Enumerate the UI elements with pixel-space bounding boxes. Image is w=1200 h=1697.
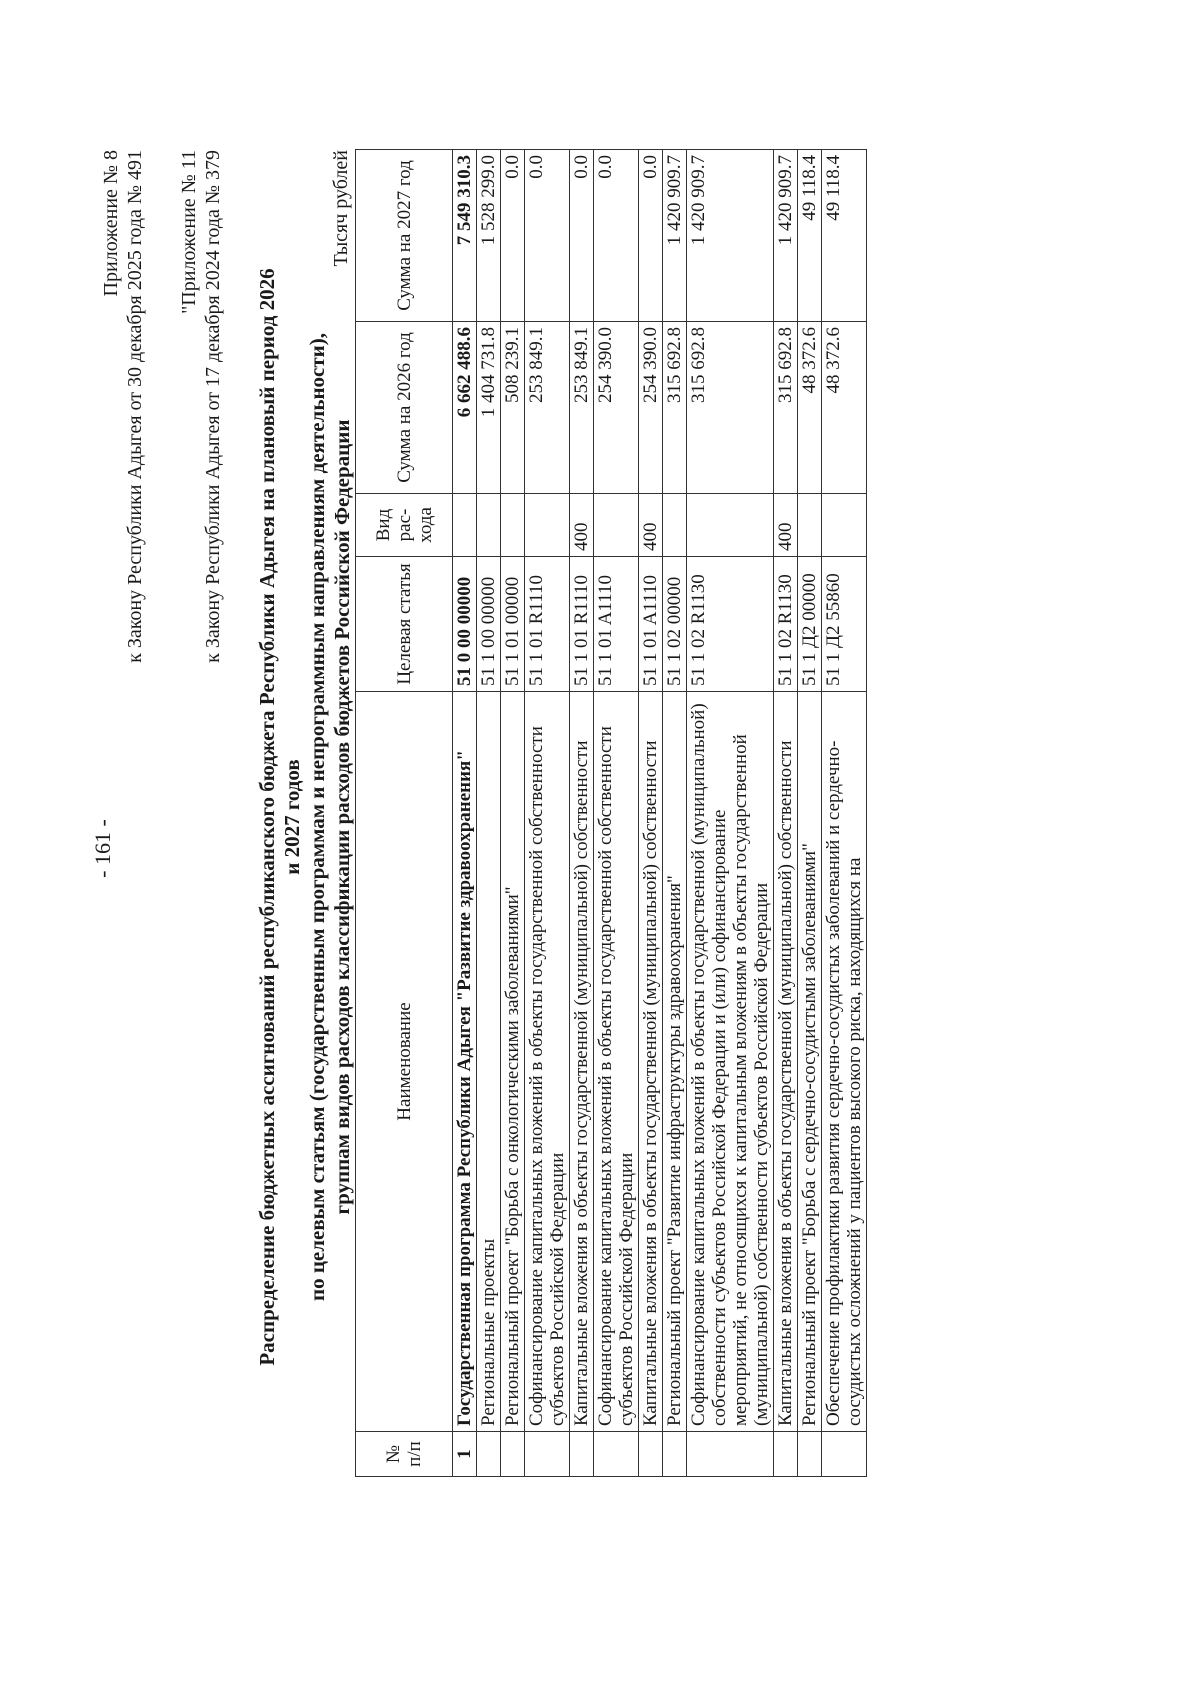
target-article-cell: 51 1 01 00000	[501, 557, 525, 692]
sum-2027-cell: 0.0	[639, 150, 663, 322]
sum-2027-cell: 49 118.4	[822, 150, 867, 322]
column-header: Сумма на 2026 год	[356, 322, 453, 494]
name-cell: Региональный проект "Развитие инфраструктуры здравоохранения"	[663, 692, 687, 1432]
name-cell: Региональный проект "Борьба с сердечно-сосудистыми заболеваниями"	[798, 692, 822, 1432]
target-article-cell: 51 1 02 R1130	[687, 557, 774, 692]
expense-type-cell	[687, 494, 774, 557]
target-article-cell: 51 1 01 R1110	[570, 557, 594, 692]
name-cell: Софинансирование капитальных вложений в объекты государственной (муниципальной) собственности субъектов Российской Федерации и (или) софинансирование мероприятий, не относящихся к капитальным вложениям в объекты государственной (муниципальной) собственности субъектов Российской Федерации	[687, 692, 774, 1432]
table-row	[687, 150, 774, 1477]
expense-type-cell	[453, 494, 477, 557]
table-row	[822, 150, 867, 1477]
title-line: по целевым статьям (государственным программам и непрограммным направлениям деятельности),	[305, 332, 329, 1302]
expense-type-cell	[525, 494, 570, 557]
sum-2027-cell: 49 118.4	[798, 150, 822, 322]
name-cell: Региональные проекты	[477, 692, 501, 1432]
name-cell: Софинансирование капитальных вложений в объекты государственной собственности субъектов Российской Федерации	[525, 692, 570, 1432]
sum-2026-cell: 253 849.1	[570, 322, 594, 494]
target-article-cell: 51 1 00 00000	[477, 557, 501, 692]
sum-2026-cell: 315 692.8	[663, 322, 687, 494]
sum-2027-cell: 0.0	[525, 150, 570, 322]
sum-2026-cell: 6 662 488.6	[453, 322, 477, 494]
appendix-header-line: к Закону Республики Адыгея от 17 декабря 2024 года № 379	[202, 150, 224, 663]
expense-type-cell	[798, 494, 822, 557]
page-number: - 161 -	[90, 819, 115, 878]
table-row	[594, 150, 639, 1477]
table-row	[453, 150, 477, 1477]
table-row	[663, 150, 687, 1477]
target-article-cell: 51 1 01 A1110	[639, 557, 663, 692]
target-article-cell: 51 1 Д2 00000	[798, 557, 822, 692]
sum-2026-cell: 508 239.1	[501, 322, 525, 494]
table-row	[774, 150, 798, 1477]
row-number-cell	[525, 1432, 570, 1477]
expense-type-cell: 400	[639, 494, 663, 557]
table-header-row	[356, 150, 453, 1477]
expense-type-cell	[477, 494, 501, 557]
sum-2027-cell: 7 549 310.3	[453, 150, 477, 322]
column-header: Вид рас- хода	[356, 494, 453, 557]
row-number-cell	[501, 1432, 525, 1477]
column-header: Целевая статья	[356, 557, 453, 692]
expense-type-cell: 400	[774, 494, 798, 557]
target-article-cell: 51 1 02 00000	[663, 557, 687, 692]
name-cell: Софинансирование капитальных вложений в объекты государственной собственности субъектов Российской Федерации	[594, 692, 639, 1432]
sum-2027-cell: 1 420 909.7	[774, 150, 798, 322]
unit-label: Тысяч рублей	[330, 150, 352, 267]
row-number-cell	[639, 1432, 663, 1477]
sum-2026-cell: 315 692.8	[774, 322, 798, 494]
expense-type-cell	[501, 494, 525, 557]
column-header: Сумма на 2027 год	[356, 150, 453, 322]
sum-2026-cell: 48 372.6	[798, 322, 822, 494]
name-cell: Капитальные вложения в объекты государственной (муниципальной) собственности	[774, 692, 798, 1432]
sum-2026-cell: 253 849.1	[525, 322, 570, 494]
budget-table	[355, 149, 867, 1477]
name-cell: Капитальные вложения в объекты государственной (муниципальной) собственности	[570, 692, 594, 1432]
table-row	[639, 150, 663, 1477]
sum-2026-cell: 1 404 731.8	[477, 322, 501, 494]
sum-2026-cell: 254 390.0	[639, 322, 663, 494]
target-article-cell: 51 1 Д2 55860	[822, 557, 867, 692]
appendix-header-line: к Закону Республики Адыгея от 30 декабря 2025 года № 491	[124, 150, 146, 663]
sum-2027-cell: 0.0	[501, 150, 525, 322]
sum-2026-cell: 315 692.8	[687, 322, 774, 494]
name-cell: Капитальные вложения в объекты государственной (муниципальной) собственности	[639, 692, 663, 1432]
row-number-cell	[477, 1432, 501, 1477]
row-number-cell: 1	[453, 1432, 477, 1477]
sum-2027-cell: 1 420 909.7	[687, 150, 774, 322]
title-line: Распределение бюджетных ассигнований республиканского бюджета Республики Адыгея на плановый период 2026 и 2027 годов	[255, 268, 304, 1366]
row-number-cell	[570, 1432, 594, 1477]
row-number-cell	[822, 1432, 867, 1477]
target-article-cell: 51 1 01 R1110	[525, 557, 570, 692]
sum-2027-cell: 0.0	[570, 150, 594, 322]
table-row	[570, 150, 594, 1477]
sum-2026-cell: 48 372.6	[822, 322, 867, 494]
sum-2027-cell: 1 420 909.7	[663, 150, 687, 322]
sum-2027-cell: 1 528 299.0	[477, 150, 501, 322]
title-line: группам видов расходов классификации расходов бюджетов Российской Федерации	[330, 419, 354, 1215]
sum-2026-cell: 254 390.0	[594, 322, 639, 494]
expense-type-cell	[822, 494, 867, 557]
expense-type-cell: 400	[570, 494, 594, 557]
table-body	[453, 150, 867, 1477]
row-number-cell	[774, 1432, 798, 1477]
target-article-cell: 51 1 01 A1110	[594, 557, 639, 692]
table-row	[477, 150, 501, 1477]
name-cell: Обеспечение профилактики развития сердечно-сосудистых заболеваний и сердечно-сосудистых осложнений у пациентов высокого риска, находящихся на	[822, 692, 867, 1432]
row-number-cell	[687, 1432, 774, 1477]
expense-type-cell	[594, 494, 639, 557]
document-title	[255, 267, 355, 1367]
table-row	[525, 150, 570, 1477]
name-cell: Государственная программа Республики Адыгея "Развитие здравоохранения"	[453, 692, 477, 1432]
appendix-header-line: "Приложение № 11	[178, 150, 200, 314]
table-row	[798, 150, 822, 1477]
appendix-header-line: Приложение № 8	[100, 150, 122, 297]
target-article-cell: 51 1 02 R1130	[774, 557, 798, 692]
target-article-cell: 51 0 00 00000	[453, 557, 477, 692]
row-number-cell	[663, 1432, 687, 1477]
sum-2027-cell: 0.0	[594, 150, 639, 322]
expense-type-cell	[663, 494, 687, 557]
table-row	[501, 150, 525, 1477]
row-number-cell	[798, 1432, 822, 1477]
column-header: Наименование	[356, 692, 453, 1432]
row-number-cell	[594, 1432, 639, 1477]
name-cell: Региональный проект "Борьба с онкологическими заболеваниями"	[501, 692, 525, 1432]
column-header: № п/п	[356, 1432, 453, 1477]
